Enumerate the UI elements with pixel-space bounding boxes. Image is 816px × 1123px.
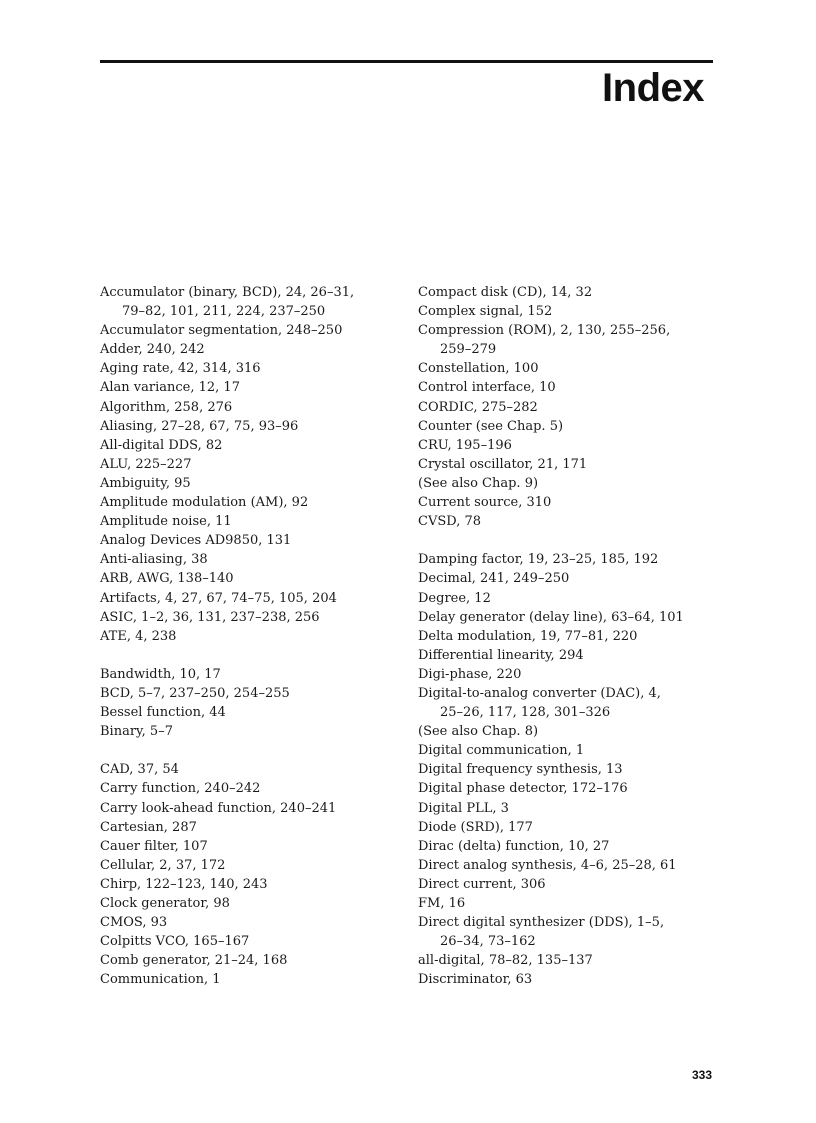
index-entry: Degree, 12 <box>418 590 491 606</box>
index-entry: Differential linearity, 294 <box>418 647 584 663</box>
index-entry: Delay generator (delay line), 63–64, 101 <box>418 609 684 625</box>
index-entry: ATE, 4, 238 <box>100 628 177 644</box>
index-entry: BCD, 5–7, 237–250, 254–255 <box>100 685 290 701</box>
index-entry: all-digital, 78–82, 135–137 <box>418 953 593 969</box>
index-entry: Bandwidth, 10, 17 <box>100 666 221 682</box>
index-entry: Alan variance, 12, 17 <box>100 380 240 396</box>
index-entry: Damping factor, 19, 23–25, 185, 192 <box>418 552 659 568</box>
index-entry: Crystal oscillator, 21, 171 <box>418 456 588 472</box>
index-entry: Binary, 5–7 <box>100 724 173 740</box>
index-entry: Cauer filter, 107 <box>100 838 208 854</box>
index-entry: Complex signal, 152 <box>418 304 553 320</box>
index-entry: Cellular, 2, 37, 172 <box>100 857 226 873</box>
index-entry: ARB, AWG, 138–140 <box>100 571 234 587</box>
index-entry-continuation: 25–26, 117, 128, 301–326 <box>440 705 611 721</box>
index-entry: Digital PLL, 3 <box>418 800 509 816</box>
index-entry: CVSD, 78 <box>418 514 482 530</box>
index-entry: Adder, 240, 242 <box>100 342 205 358</box>
index-entry: Colpitts VCO, 165–167 <box>100 934 250 950</box>
section-gap <box>418 531 718 550</box>
index-entry: (See also Chap. 9) <box>418 475 539 491</box>
index-entry: Delta modulation, 19, 77–81, 220 <box>418 628 638 644</box>
index-entry: Ambiguity, 95 <box>100 475 191 491</box>
index-entry: Chirp, 122–123, 140, 243 <box>100 876 268 892</box>
index-entry: CORDIC, 275–282 <box>418 399 538 415</box>
index-column-right <box>418 283 718 989</box>
index-entry: Digital frequency synthesis, 13 <box>418 762 623 778</box>
index-entry: FM, 16 <box>418 896 466 911</box>
index-entry: Counter (see Chap. 5) <box>418 418 564 434</box>
index-entry: Decimal, 241, 249–250 <box>418 571 570 587</box>
section-gap <box>100 741 400 760</box>
index-entry: Bessel function, 44 <box>100 705 226 721</box>
index-entry: Constellation, 100 <box>418 361 539 377</box>
index-entry: Comb generator, 21–24, 168 <box>100 953 288 969</box>
index-entry: Digital phase detector, 172–176 <box>418 781 628 797</box>
index-entry: Amplitude noise, 11 <box>100 514 232 530</box>
index-entry: Communication, 1 <box>100 972 221 988</box>
index-entry: CRU, 195–196 <box>418 437 512 453</box>
index-entry: Clock generator, 98 <box>100 896 230 911</box>
index-entry: Analog Devices AD9850, 131 <box>100 533 292 549</box>
index-entry: Aliasing, 27–28, 67, 75, 93–96 <box>100 418 299 434</box>
index-entry-continuation: 26–34, 73–162 <box>440 934 536 950</box>
index-entry: Discriminator, 63 <box>418 972 533 988</box>
index-entry: Artifacts, 4, 27, 67, 74–75, 105, 204 <box>100 590 337 606</box>
index-entry: All-digital DDS, 82 <box>100 437 223 453</box>
index-entry: Compression (ROM), 2, 130, 255–256, <box>418 323 671 339</box>
index-entry: Direct digital synthesizer (DDS), 1–5, <box>418 915 665 931</box>
page-number: 333 <box>691 1068 712 1082</box>
index-entry: Digital-to-analog converter (DAC), 4, <box>418 685 661 701</box>
index-entry: Accumulator (binary, BCD), 24, 26–31, <box>100 285 355 300</box>
index-entry: Digi-phase, 220 <box>418 666 522 682</box>
index-entry: Control interface, 10 <box>418 380 556 396</box>
index-entry: ASIC, 1–2, 36, 131, 237–238, 256 <box>100 609 320 625</box>
index-entry: CAD, 37, 54 <box>100 762 179 778</box>
header-rule <box>100 60 713 63</box>
index-column-left <box>100 283 400 989</box>
index-entry: Cartesian, 287 <box>100 819 197 835</box>
section-gap <box>100 646 400 665</box>
index-entry: (See also Chap. 8) <box>418 724 539 740</box>
index-entry: Aging rate, 42, 314, 316 <box>100 361 261 377</box>
index-entry: CMOS, 93 <box>100 915 168 931</box>
index-entry: Compact disk (CD), 14, 32 <box>418 285 593 300</box>
index-entry: Current source, 310 <box>418 495 552 511</box>
index-entry: Digital communication, 1 <box>418 743 585 759</box>
index-entry: Algorithm, 258, 276 <box>100 399 233 415</box>
index-entry: Diode (SRD), 177 <box>418 819 533 835</box>
index-entry: Direct current, 306 <box>418 876 546 892</box>
index-entry: Anti-aliasing, 38 <box>100 552 208 568</box>
index-entry: Carry look-ahead function, 240–241 <box>100 800 337 816</box>
index-entry: Dirac (delta) function, 10, 27 <box>418 838 610 854</box>
page-title: Index <box>602 66 704 110</box>
index-entry: Accumulator segmentation, 248–250 <box>100 323 343 339</box>
index-entry-continuation: 259–279 <box>440 342 497 358</box>
index-entry: Direct analog synthesis, 4–6, 25–28, 61 <box>418 857 677 873</box>
index-entry: ALU, 225–227 <box>100 456 192 472</box>
index-entry-continuation: 79–82, 101, 211, 224, 237–250 <box>122 304 326 320</box>
index-entry: Carry function, 240–242 <box>100 781 261 797</box>
index-entry: Amplitude modulation (AM), 92 <box>100 495 309 511</box>
